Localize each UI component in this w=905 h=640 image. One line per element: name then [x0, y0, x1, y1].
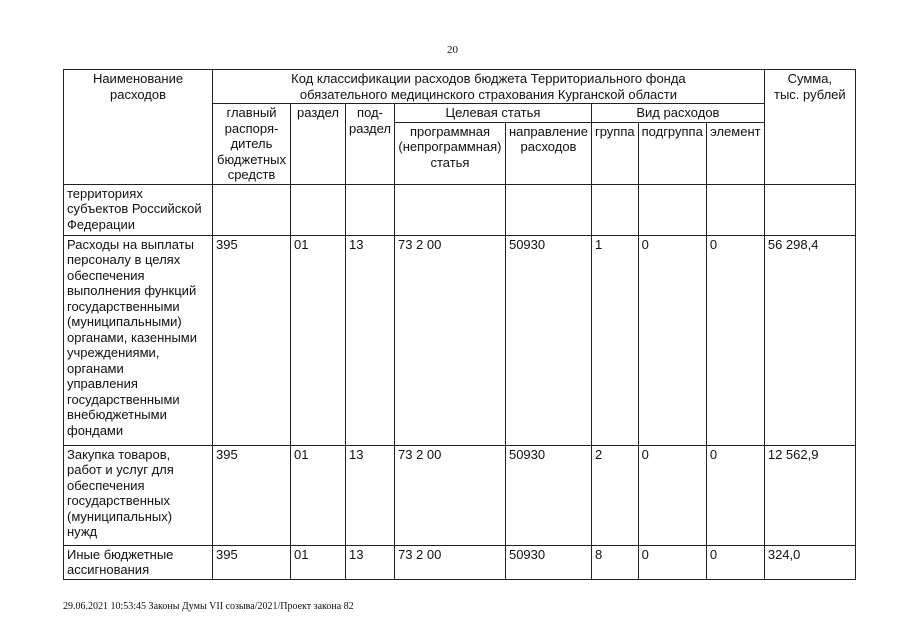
row-name: Иные бюджетные ассигнования	[64, 545, 213, 579]
row-subsection: 13	[346, 235, 395, 445]
row-program: 73 2 00	[394, 545, 505, 579]
table-row	[64, 184, 856, 235]
header-section: раздел	[291, 104, 346, 185]
row-direction: 50930	[505, 235, 591, 445]
header-main-manager: главный распоря- дитель бюджетных средств	[213, 104, 291, 185]
row-direction: 50930	[505, 545, 591, 579]
row-name: территориях субъектов Российской Федерации	[64, 184, 213, 235]
row-subgroup	[638, 184, 706, 235]
row-section: 01	[291, 235, 346, 445]
row-subgroup: 0	[638, 445, 706, 545]
row-name: Закупка товаров, работ и услуг для обеспечения государственных (муниципальных) нужд	[64, 445, 213, 545]
header-expense-type: Вид расходов	[591, 104, 764, 123]
row-element: 0	[706, 445, 764, 545]
row-program: 73 2 00	[394, 445, 505, 545]
row-subsection: 13	[346, 445, 395, 545]
row-element: 0	[706, 545, 764, 579]
row-program: 73 2 00	[394, 235, 505, 445]
row-subsection: 13	[346, 545, 395, 579]
document-footer: 29.06.2021 10:53:45 Законы Думы VII созыва/2021/Проект закона 82	[63, 601, 354, 612]
header-sum: Сумма, тыс. рублей	[764, 70, 855, 185]
header-group: группа	[591, 122, 638, 184]
table-row	[64, 545, 856, 579]
row-program	[394, 184, 505, 235]
header-name: Наименование расходов	[64, 70, 213, 185]
row-direction: 50930	[505, 445, 591, 545]
row-group: 2	[591, 445, 638, 545]
row-sum: 12 562,9	[764, 445, 855, 545]
row-direction	[505, 184, 591, 235]
header-subgroup: подгруппа	[638, 122, 706, 184]
header-row-1	[64, 70, 856, 104]
header-direction: направление расходов	[505, 122, 591, 184]
row-manager: 395	[213, 545, 291, 579]
row-manager: 395	[213, 235, 291, 445]
row-subgroup: 0	[638, 545, 706, 579]
row-name: Расходы на выплаты персоналу в целях обеспечения выполнения функций государственными (муниципальными) органами, казенными учреждениями, органами управления государственными внебюджетными фондами	[64, 235, 213, 445]
row-group	[591, 184, 638, 235]
row-section: 01	[291, 445, 346, 545]
row-manager	[213, 184, 291, 235]
table-row	[64, 445, 856, 545]
row-sum: 56 298,4	[764, 235, 855, 445]
header-code-classification: Код классификации расходов бюджета Территориального фонда обязательного медицинского страхования Курганской области	[213, 70, 765, 104]
row-manager: 395	[213, 445, 291, 545]
row-group: 8	[591, 545, 638, 579]
header-program-article: программная (непрограммная) статья	[394, 122, 505, 184]
header-element: элемент	[706, 122, 764, 184]
row-group: 1	[591, 235, 638, 445]
row-element: 0	[706, 235, 764, 445]
row-subgroup: 0	[638, 235, 706, 445]
row-element	[706, 184, 764, 235]
row-subsection	[346, 184, 395, 235]
row-sum: 324,0	[764, 545, 855, 579]
header-subsection: под- раздел	[346, 104, 395, 185]
header-target-article: Целевая статья	[394, 104, 591, 123]
row-section: 01	[291, 545, 346, 579]
row-sum	[764, 184, 855, 235]
page-number: 20	[447, 44, 458, 56]
row-section	[291, 184, 346, 235]
table-row	[64, 235, 856, 445]
budget-table	[63, 69, 856, 580]
